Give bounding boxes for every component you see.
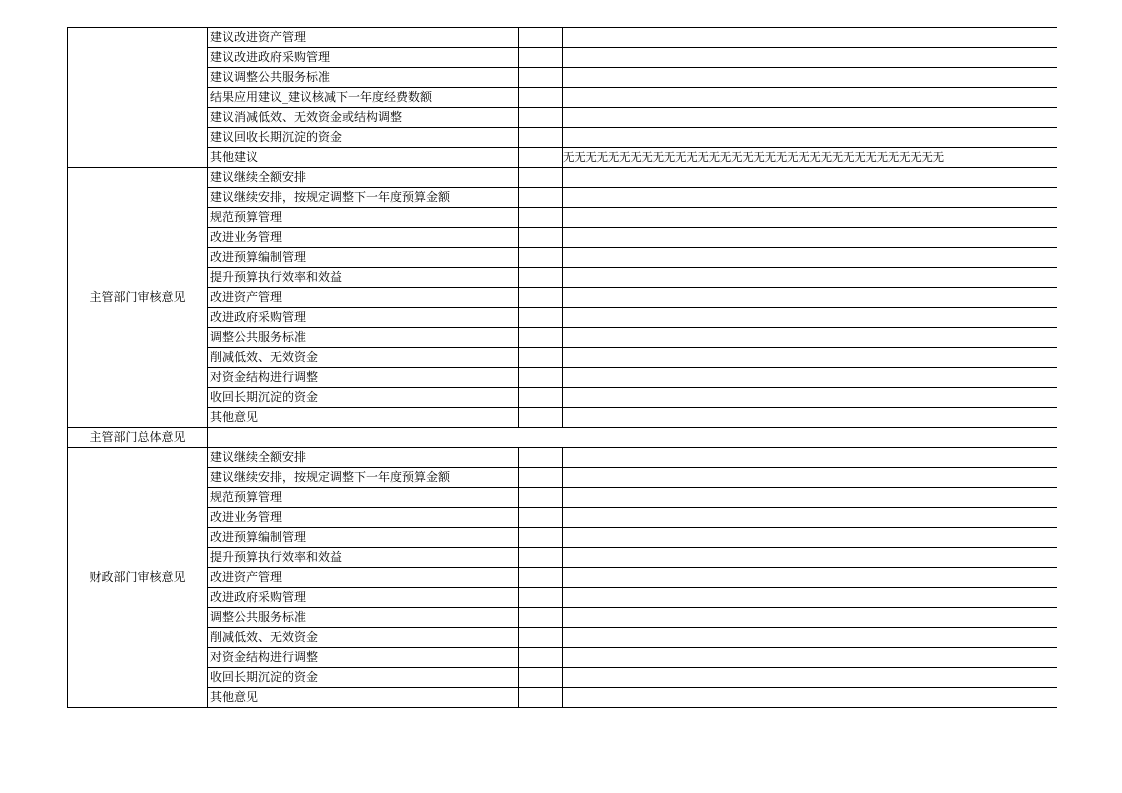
opinion-cell[interactable]	[563, 468, 1057, 488]
check-cell[interactable]	[519, 148, 563, 168]
opinion-cell[interactable]	[563, 668, 1057, 688]
table-row	[68, 128, 1057, 148]
opinion-cell[interactable]	[563, 348, 1057, 368]
table-row	[68, 428, 1057, 448]
opinion-cell[interactable]	[563, 168, 1057, 188]
item-label: 建议回收长期沉淀的资金	[208, 128, 519, 148]
table-row	[68, 468, 1057, 488]
item-label: 其他意见	[208, 408, 519, 428]
item-label: 其他意见	[208, 688, 519, 708]
table-body	[68, 28, 1057, 708]
check-cell[interactable]	[519, 288, 563, 308]
check-cell[interactable]	[519, 68, 563, 88]
table-row	[68, 288, 1057, 308]
item-label: 对资金结构进行调整	[208, 368, 519, 388]
item-label: 改进政府采购管理	[208, 308, 519, 328]
item-label: 收回长期沉淀的资金	[208, 668, 519, 688]
check-cell[interactable]	[519, 228, 563, 248]
opinion-cell[interactable]	[563, 588, 1057, 608]
table-row	[68, 268, 1057, 288]
item-label: 建议继续全额安排	[208, 448, 519, 468]
table-row	[68, 308, 1057, 328]
section-title: 主管部门总体意见	[68, 428, 208, 448]
opinion-cell[interactable]	[563, 568, 1057, 588]
opinion-cell[interactable]	[563, 108, 1057, 128]
check-cell[interactable]	[519, 508, 563, 528]
check-cell[interactable]	[519, 208, 563, 228]
check-cell[interactable]	[519, 448, 563, 468]
check-cell[interactable]	[519, 408, 563, 428]
table-row	[68, 328, 1057, 348]
item-label: 削减低效、无效资金	[208, 628, 519, 648]
opinion-cell[interactable]	[563, 328, 1057, 348]
check-cell[interactable]	[519, 168, 563, 188]
item-label: 提升预算执行效率和效益	[208, 268, 519, 288]
table-row	[68, 628, 1057, 648]
overall-opinion-cell[interactable]	[208, 428, 1057, 448]
table-row	[68, 648, 1057, 668]
table-row	[68, 588, 1057, 608]
table-row	[68, 348, 1057, 368]
table-row	[68, 408, 1057, 428]
opinion-cell[interactable]	[563, 368, 1057, 388]
section-title	[68, 28, 208, 168]
item-label: 建议改进政府采购管理	[208, 48, 519, 68]
item-label: 改进政府采购管理	[208, 588, 519, 608]
opinion-cell[interactable]	[563, 488, 1057, 508]
table-row	[68, 148, 1057, 168]
item-label: 其他建议	[208, 148, 519, 168]
item-label: 对资金结构进行调整	[208, 648, 519, 668]
check-cell[interactable]	[519, 28, 563, 48]
table-row	[68, 528, 1057, 548]
opinion-cell[interactable]	[563, 508, 1057, 528]
check-cell[interactable]	[519, 688, 563, 708]
table-row	[68, 548, 1057, 568]
item-label: 改进业务管理	[208, 228, 519, 248]
table-row	[68, 228, 1057, 248]
table-row	[68, 388, 1057, 408]
item-label: 规范预算管理	[208, 488, 519, 508]
opinion-cell[interactable]	[563, 688, 1057, 708]
item-label: 建议改进资产管理	[208, 28, 519, 48]
table-row	[68, 448, 1057, 468]
check-cell[interactable]	[519, 608, 563, 628]
check-cell[interactable]	[519, 468, 563, 488]
check-cell[interactable]	[519, 488, 563, 508]
check-cell[interactable]	[519, 308, 563, 328]
check-cell[interactable]	[519, 368, 563, 388]
opinion-cell[interactable]	[563, 608, 1057, 628]
opinion-cell[interactable]: 无无无无无无无无无无无无无无无无无无无无无无无无无无无无无无无无无无	[563, 148, 1057, 168]
table-row	[68, 368, 1057, 388]
opinion-cell[interactable]	[563, 188, 1057, 208]
table-row	[68, 108, 1057, 128]
table-row	[68, 688, 1057, 708]
table-row	[68, 68, 1057, 88]
check-cell[interactable]	[519, 268, 563, 288]
opinion-cell[interactable]	[563, 528, 1057, 548]
opinion-cell[interactable]	[563, 628, 1057, 648]
opinion-cell[interactable]	[563, 388, 1057, 408]
item-label: 收回长期沉淀的资金	[208, 388, 519, 408]
opinion-cell[interactable]	[563, 128, 1057, 148]
item-label: 建议继续安排，按规定调整下一年度预算金额	[208, 188, 519, 208]
check-cell[interactable]	[519, 188, 563, 208]
opinion-cell[interactable]	[563, 268, 1057, 288]
item-label: 削减低效、无效资金	[208, 348, 519, 368]
item-label: 改进业务管理	[208, 508, 519, 528]
item-label: 提升预算执行效率和效益	[208, 548, 519, 568]
item-label: 建议继续全额安排	[208, 168, 519, 188]
table-row	[68, 188, 1057, 208]
table-row	[68, 488, 1057, 508]
table-row	[68, 28, 1057, 48]
item-label: 结果应用建议_建议核减下一年度经费数额	[208, 88, 519, 108]
table-row	[68, 168, 1057, 188]
table-row	[68, 508, 1057, 528]
table-row	[68, 248, 1057, 268]
check-cell[interactable]	[519, 568, 563, 588]
opinion-cell[interactable]	[563, 548, 1057, 568]
check-cell[interactable]	[519, 108, 563, 128]
opinion-cell[interactable]	[563, 308, 1057, 328]
check-cell[interactable]	[519, 648, 563, 668]
item-label: 建议继续安排，按规定调整下一年度预算金额	[208, 468, 519, 488]
opinion-cell[interactable]	[563, 208, 1057, 228]
opinion-cell[interactable]	[563, 408, 1057, 428]
table-row	[68, 608, 1057, 628]
check-cell[interactable]	[519, 668, 563, 688]
item-label: 建议消减低效、无效资金或结构调整	[208, 108, 519, 128]
check-cell[interactable]	[519, 248, 563, 268]
check-cell[interactable]	[519, 548, 563, 568]
item-label: 建议调整公共服务标准	[208, 68, 519, 88]
check-cell[interactable]	[519, 528, 563, 548]
check-cell[interactable]	[519, 588, 563, 608]
opinion-cell[interactable]	[563, 68, 1057, 88]
opinion-cell[interactable]	[563, 228, 1057, 248]
opinion-cell[interactable]	[563, 288, 1057, 308]
section-title: 财政部门审核意见	[68, 448, 208, 708]
table-row	[68, 668, 1057, 688]
table-row	[68, 568, 1057, 588]
item-label: 改进资产管理	[208, 288, 519, 308]
check-cell[interactable]	[519, 88, 563, 108]
item-label: 改进预算编制管理	[208, 528, 519, 548]
table-row	[68, 48, 1057, 68]
item-label: 改进资产管理	[208, 568, 519, 588]
section-title: 主管部门审核意见	[68, 168, 208, 428]
opinion-cell[interactable]	[563, 28, 1057, 48]
review-opinions-table	[67, 27, 1057, 708]
opinion-cell[interactable]	[563, 648, 1057, 668]
item-label: 调整公共服务标准	[208, 328, 519, 348]
opinion-cell[interactable]	[563, 48, 1057, 68]
opinion-cell[interactable]	[563, 448, 1057, 468]
check-cell[interactable]	[519, 128, 563, 148]
check-cell[interactable]	[519, 348, 563, 368]
check-cell[interactable]	[519, 48, 563, 68]
table-row	[68, 208, 1057, 228]
table-row	[68, 88, 1057, 108]
item-label: 改进预算编制管理	[208, 248, 519, 268]
item-label: 调整公共服务标准	[208, 608, 519, 628]
item-label: 规范预算管理	[208, 208, 519, 228]
check-cell[interactable]	[519, 388, 563, 408]
check-cell[interactable]	[519, 328, 563, 348]
check-cell[interactable]	[519, 628, 563, 648]
opinion-cell[interactable]	[563, 88, 1057, 108]
opinion-cell[interactable]	[563, 248, 1057, 268]
